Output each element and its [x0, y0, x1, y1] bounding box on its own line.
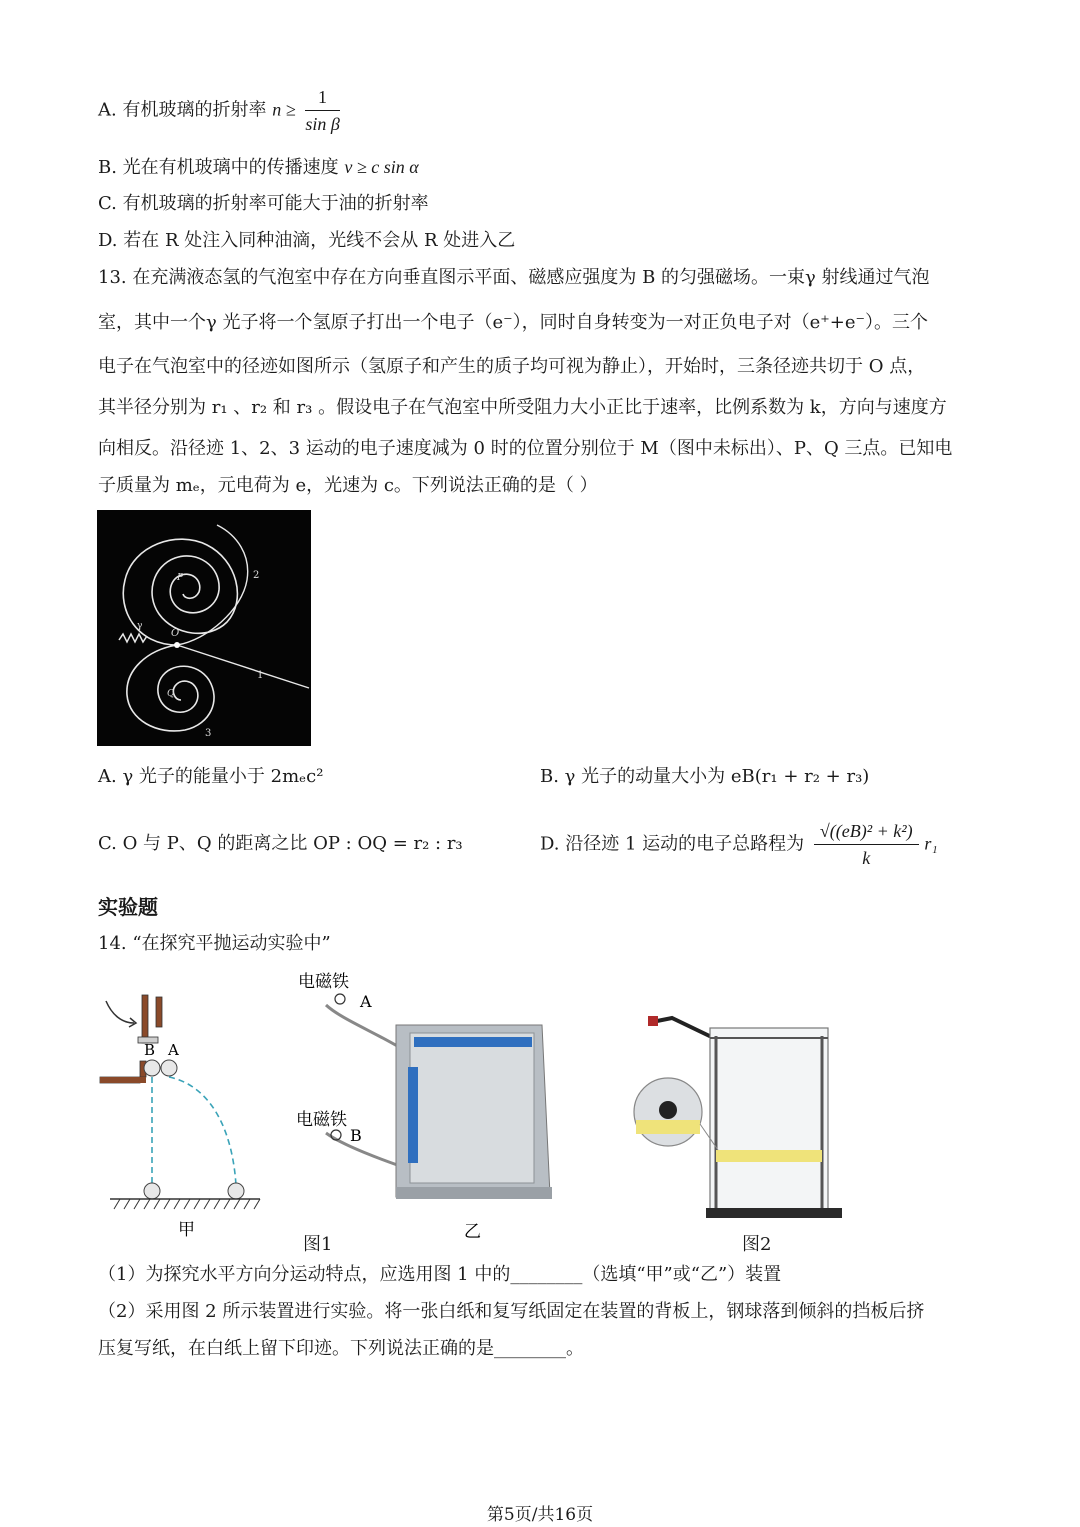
label-track-1: 1 [257, 670, 264, 681]
fraction-numerator: 1 [305, 84, 339, 111]
option-a-prev [98, 84, 340, 137]
label-p: P [177, 573, 184, 583]
figure-2-caption: 图2 [742, 1234, 772, 1255]
label-gamma: γ [137, 621, 143, 631]
option-b-prefix: B. 光在有机玻璃中的传播速度 [98, 157, 339, 178]
q13-option-c: C. O 与 P、Q 的距离之比 OP : OQ = r₂ : r₃ [98, 833, 463, 854]
q13-option-d-prefix: D. 沿径迹 1 运动的电子总路程为 [540, 833, 805, 855]
section-heading: 实验题 [98, 895, 158, 919]
label-origin: O [171, 628, 180, 639]
yi-caption: 乙 [464, 1222, 481, 1242]
q13-option-d-tail: r₁ [924, 833, 938, 854]
option-b-prev [98, 155, 419, 180]
option-a-prefix: A. 有机玻璃的折射率 [98, 99, 267, 121]
q13-line-2: 室，其中一个γ 光子将一个氢原子打出一个电子（e⁻），同时自身转变为一对正负电子对（e⁺+e⁻）。三个 [98, 312, 929, 333]
yi-label-em2: 电磁铁 [296, 1110, 347, 1130]
option-c-prev: C. 有机玻璃的折射率可能大于油的折射率 [98, 193, 429, 214]
option-a-math: n ≥ [272, 99, 296, 120]
label-track-2: 2 [253, 570, 260, 581]
option-b-math: v ≥ c sin α [344, 157, 419, 177]
label-q: Q [167, 689, 175, 699]
apparatus-fig2 [632, 1000, 846, 1228]
q13-line-4: 其半径分别为 r₁ 、r₂ 和 r₃ 。假设电子在气泡室中所受阻力大小正比于速率，比例系数为 k，方向与速度方 [98, 397, 947, 418]
page-footer: 第5页/共16页 [486, 1505, 594, 1525]
q13-option-d-numerator: √((eB)² + k²) [814, 818, 919, 845]
q13-option-a: A. γ 光子的能量小于 2mₑc² [98, 766, 324, 787]
q13-option-d [540, 818, 938, 871]
q14-sub1: （1）为探究水平方向分运动特点，应选用图 1 中的________（选填“甲”或“乙”）装置 [98, 1264, 782, 1285]
q14-title: 14. “在探究平抛运动实验中” [98, 933, 331, 954]
yi-label-a: A [360, 992, 372, 1011]
q13-line-3: 电子在气泡室中的径迹如图所示（氢原子和产生的质子均可视为静止），开始时，三条径迹共切于 O 点， [98, 356, 926, 377]
q13-line-5: 向相反。沿径迹 1、2、3 运动的电子速度减为 0 时的位置分别位于 M（图中未标出）、P、Q 三点。已知电 [98, 438, 953, 459]
jia-caption: 甲 [178, 1220, 195, 1240]
bubble-chamber-figure [97, 510, 311, 746]
q13-line-1: 13. 在充满液态氢的气泡室中存在方向垂直图示平面、磁感应强度为 B 的匀强磁场。一束γ 射线通过气泡 [98, 267, 930, 288]
q13-option-b: B. γ 光子的动量大小为 eB(r₁ + r₂ + r₃) [540, 766, 870, 787]
fraction-denominator: sin β [305, 114, 340, 134]
option-d-prev: D. 若在 R 处注入同种油滴，光线不会从 R 处进入乙 [98, 230, 516, 251]
option-a-fraction [305, 84, 339, 137]
jia-label-b: B [144, 1041, 156, 1059]
yi-label-b: B [350, 1126, 362, 1145]
q14-sub2-line2: 压复写纸，在白纸上留下印迹。下列说法正确的是________。 [98, 1338, 584, 1359]
label-track-3: 3 [205, 728, 212, 739]
q13-line-6: 子质量为 mₑ，元电荷为 e，光速为 c。下列说法正确的是（ ） [98, 475, 598, 496]
q14-sub2-line1: （2）采用图 2 所示装置进行实验。将一张白纸和复写纸固定在装置的背板上，钢球落到倾斜的挡板后挤 [98, 1301, 925, 1322]
q13-option-d-fraction [814, 818, 919, 871]
q13-option-d-denominator: k [862, 848, 871, 868]
yi-label-em1: 电磁铁 [298, 972, 349, 992]
figure-1-caption: 图1 [303, 1234, 333, 1255]
apparatus-jia-figure [98, 985, 270, 1245]
jia-label-a: A [168, 1041, 179, 1059]
apparatus-yi-figure [292, 965, 562, 1245]
